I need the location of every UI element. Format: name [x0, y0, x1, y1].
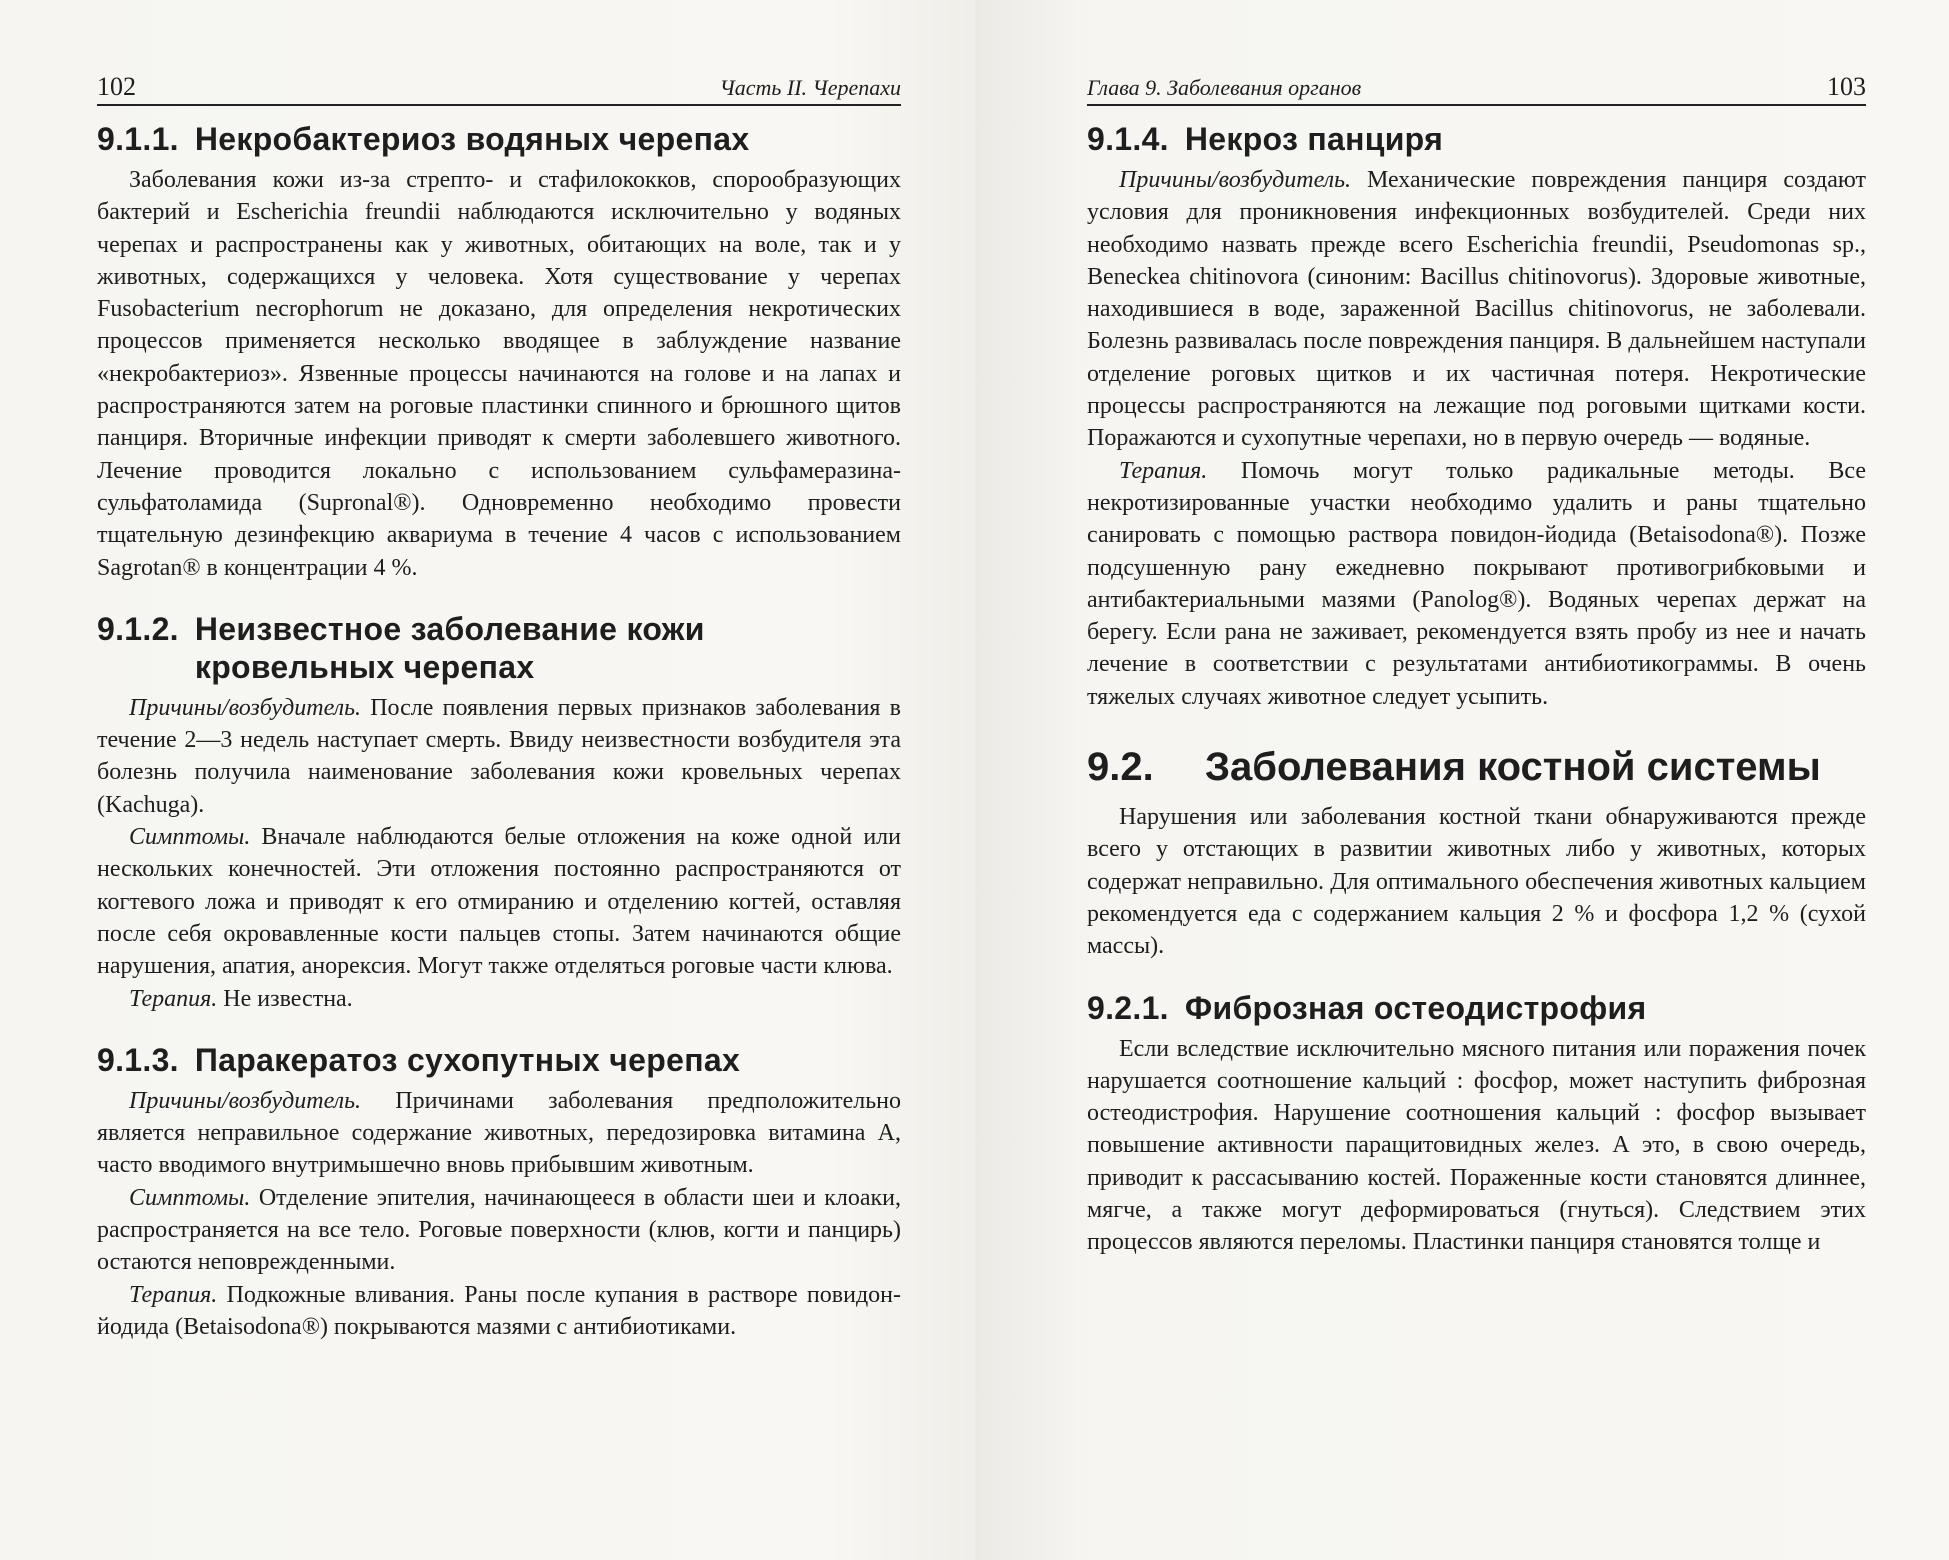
section-title: Некробактериоз водяных черепах [194, 121, 750, 157]
section-title: Паракератоз сухопутных черепах [194, 1041, 741, 1078]
section-title: Заболевания костной системы [1205, 745, 1821, 790]
right-running-head [1087, 72, 1866, 106]
section-9-1-3 [97, 1041, 901, 1343]
section-heading [1087, 989, 1866, 1027]
paragraph [1087, 164, 1866, 455]
section-number: 9.1.1. [97, 121, 179, 157]
paragraph [97, 1085, 901, 1182]
section-heading [1087, 120, 1866, 158]
paragraph-lead: Причины/возбудитель. [1119, 167, 1352, 193]
paragraph-lead: Терапия. [129, 1281, 218, 1308]
section-number: 9.1.4. [1087, 121, 1169, 157]
section-9-1-4 [1087, 120, 1866, 713]
paragraph [1087, 801, 1866, 962]
paragraph-text: После появления первых признаков заболевания в течение 2—3 недель наступает смерть. Ввиду неизвестности возбудителя эта болезнь получила наименование заболевания кожи кровельных черепах (Kachuga). [97, 694, 901, 818]
paragraph [97, 1182, 901, 1279]
paragraph [97, 692, 901, 821]
paragraph [97, 164, 901, 584]
paragraph-text: Механические повреждения панциря создают условия для проникновения инфекционных возбудителей. Среди них необходимо назвать прежде всего Escherichia freundii, Pseudomonas sp., Beneckea chitinovora (синоним: Bacillus chitinovorus). Здоровые животные, находившиеся в воде, зараженной Bacillus chitinovorus, не заболевали. Болезнь развивалась после повреждения панциря. В дальнейшем наступали отделение роговых щитков и их частичная потеря. Некротические процессы распространяются на лежащие под роговыми щитками кости. Поражаются и сухопутные черепахи, но в первую очередь — водяные. [1087, 167, 1866, 452]
left-running-title: Часть II. Черепахи [719, 75, 901, 100]
section-9-2 [1087, 743, 1866, 962]
paragraph-text: Подкожные вливания. Раны после купания в растворе повидон-йодида (Betaisodona®) покрываются мазями с антибиотиками. [97, 1281, 901, 1340]
paragraph-text: Не известна. [217, 985, 353, 1012]
paragraph [1087, 1033, 1866, 1259]
paragraph-text: Вначале наблюдаются белые отложения на коже одной или нескольких конечностей. Эти отложения постоянно распространяются от когтевого ложа и приводят к его отмиранию и отделению когтей, оставляя после себя окровавленные кости пальцев стопы. Затем начинаются общие нарушения, апатия, анорексия. Могут также отделяться роговые части клюва. [97, 824, 901, 980]
right-page [975, 0, 1949, 1560]
paragraph [97, 821, 901, 982]
paragraph-text: Причинами заболевания предположительно является неправильное содержание животных, передозировка витамина А, часто вводимого внутримышечно вновь прибывшим животным. [97, 1087, 901, 1179]
paragraph [97, 1279, 901, 1344]
paragraph [1087, 455, 1866, 713]
section-number: 9.1.2. [97, 610, 179, 647]
paragraph-text: Заболевания кожи из-за стрепто- и стафилококков, спорообразующих бактерий и Escherichia freundii наблюдаются исключительно у водяных черепах и распространены как у животных, обитающих на воле, так и у животных, содержащихся у человека. Хотя существование у черепах Fusobacterium necrophorum не доказано, для определения некротических процессов применяется несколько вводящее в заблуждение название «некробактериоз». Язвенные процессы начинаются на голове и на лапах и распространяются затем на роговые пластинки спинного и брюшного щитов панциря. Вторичные инфекции приводят к смерти заболевшего животного. Лечение проводится локально с использованием сульфамеразина-сульфатоламида (Supronal®). Одновременно необходимо провести тщательную дезинфекцию аквариума в течение 4 часов с использованием Sagrotan® в концентрации 4 %. [97, 167, 901, 581]
section-number: 9.2.1. [1087, 989, 1169, 1026]
left-running-head [97, 72, 901, 106]
paragraph-lead: Причины/возбудитель. [129, 694, 362, 721]
section-title: Некроз панциря [1184, 121, 1444, 157]
paragraph-lead: Терапия. [1119, 457, 1208, 484]
section-9-2-1 [1087, 989, 1866, 1259]
section-heading [97, 1041, 901, 1079]
paragraph-lead: Причины/возбудитель. [129, 1087, 362, 1114]
paragraph-lead: Симптомы. [129, 824, 251, 851]
section-9-1-2 [97, 610, 901, 1015]
section-number: 9.1.3. [97, 1041, 179, 1078]
right-page-number: 103 [1827, 72, 1866, 101]
right-running-title: Глава 9. Заболевания органов [1087, 75, 1362, 100]
paragraph-lead: Симптомы. [129, 1184, 251, 1211]
paragraph-text: Отделение эпителия, начинающееся в области шеи и клоаки, распространяется на все тело. Роговые поверхности (клюв, когти и панцирь) остаются неповрежденными. [97, 1184, 901, 1276]
paragraph-text: Если вследствие исключительно мясного питания или поражения почек нарушается соотношение кальций : фосфор, может наступить фиброзная остеодистрофия. Нарушение соотношения кальций : фосфор вызывает повышение активности паращитовидных желез. А это, в свою очередь, приводит к рассасыванию костей. Пораженные кости становятся длиннее, мягче, а также могут деформироваться (гнуться). Следствием этих процессов являются переломы. Пластинки панциря становятся толще и [1087, 1035, 1866, 1256]
paragraph-text: Помочь могут только радикальные методы. Все некротизированные участки необходимо удалить и раны тщательно санировать с помощью раствора повидон-йодида (Betaisodona®). Позже подсушенную рану ежедневно покрывают противогрибковыми и антибактериальными мазями (Panolog®). Водяных черепах держат на берегу. Если рана не заживает, рекомендуется взять пробу из нее и начать лечение в соответствии с результатами антибиотикограммы. В очень тяжелых случаях животное следует усыпить. [1087, 457, 1866, 710]
left-page-number: 102 [97, 72, 136, 101]
paragraph [97, 983, 901, 1015]
paragraph-lead: Терапия. [129, 985, 218, 1012]
section-title: Неизвестное заболевание кожи кровельных черепах [194, 610, 705, 685]
section-heading [97, 120, 901, 158]
section-title: Фиброзная остеодистрофия [1184, 989, 1647, 1026]
chapter-section-heading [1087, 743, 1866, 791]
paragraph-text: Нарушения или заболевания костной ткани обнаруживаются прежде всего у отстающих в развитии животных либо у животных, которых содержат неправильно. Для оптимального обеспечения животных кальцием рекомендуется еда с содержанием кальция 2 % и фосфора 1,2 % (сухой массы). [1087, 804, 1866, 960]
section-9-1-1 [97, 120, 901, 584]
section-number: 9.2. [1087, 745, 1154, 790]
section-heading [97, 610, 901, 686]
